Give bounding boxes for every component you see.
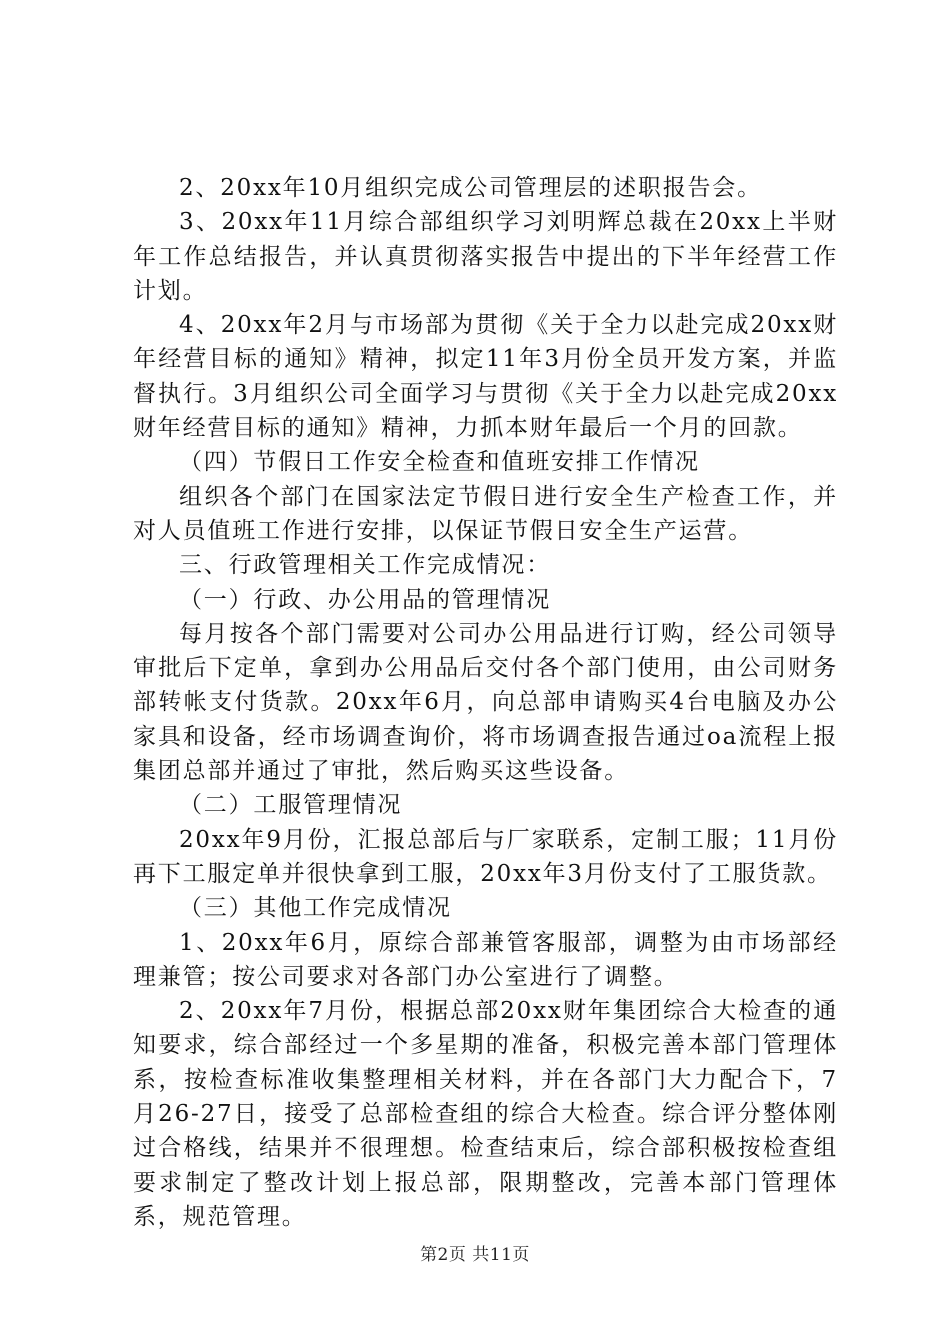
paragraph-office-supplies: 每月按各个部门需要对公司办公用品进行订购，经公司领导审批后下定单，拿到办公用品后交付各个部门使用，由公司财务部转帐支付货款。20xx年6月，向总部申请购买4台电脑及办公家具和设备，经市场调查询价，将市场调查报告通过oa流程上报集团总部并通过了审批，然后购买这些设备。 [133,620,838,785]
paragraph-other-work-2: 2、20xx年7月份，根据总部20xx财年集团综合大检查的通知要求，综合部经过一个多星期的准备，积极完善本部门管理体系，按检查标准收集整理相关材料，并在各部门大力配合下，7月26-27日，接受了总部检查组的综合大检查。综合评分整体刚过合格线，结果并不很理想。检查结束后，综合部积极按检查组要求制定了整改计划上报总部，限期整改，完善本部门管理体系，规范管理。 [133,998,838,1230]
section-heading-admin-management: 三、行政管理相关工作完成情况： [179,552,551,579]
paragraph-uniform: 20xx年9月份，汇报总部后与厂家联系，定制工服；11月份再下工服定单并很快拿到工服，20xx年3月份支付了工服货款。 [133,826,838,887]
paragraph-item-4: 4、20xx年2月与市场部为贯彻《关于全力以赴完成20xx财年经营目标的通知》精神，拟定11年3月份全员开发方案，并监督执行。3月组织公司全面学习与贯彻《关于全力以赴完成20xx财年经营目标的通知》精神，力抓本财年最后一个月的回款。 [133,312,838,442]
page-number-footer: 第2页 共11页 [420,1245,530,1265]
paragraph-item-2: 2、20xx年10月组织完成公司管理层的述职报告会。 [179,175,762,201]
section-heading-uniform: （二）工服管理情况 [179,792,403,819]
section-heading-other-work: （三）其他工作完成情况 [179,895,452,922]
paragraph-holiday-safety: 组织各个部门在国家法定节假日进行安全生产检查工作，并对人员值班工作进行安排，以保证节假日安全生产运营。 [133,483,838,544]
paragraph-item-3: 3、20xx年11月综合部组织学习刘明辉总裁在20xx上半财年工作总结报告，并认真贯彻落实报告中提出的下半年经营工作计划。 [133,209,838,304]
paragraph-other-work-1: 1、20xx年6月，原综合部兼管客服部，调整为由市场部经理兼管；按公司要求对各部门办公室进行了调整。 [133,929,838,990]
section-heading-holiday-safety: （四）节假日工作安全检查和值班安排工作情况 [179,449,700,476]
document-body [133,171,838,1234]
section-heading-office-supplies: （一）行政、办公用品的管理情况 [179,586,551,613]
